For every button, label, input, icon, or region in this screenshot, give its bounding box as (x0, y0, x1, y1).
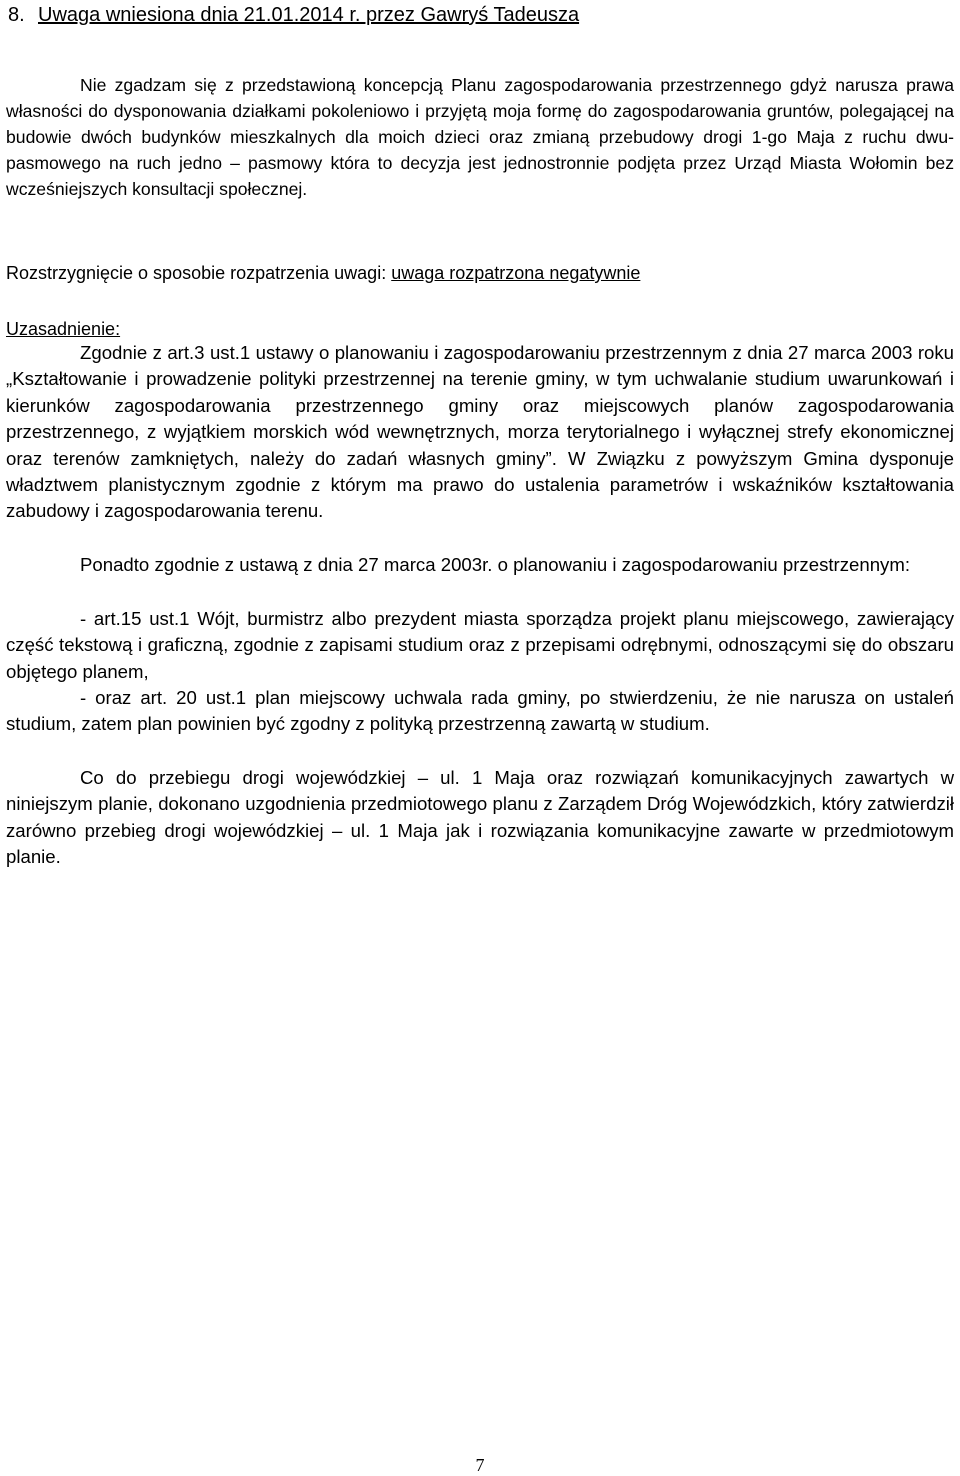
page-number: 7 (475, 1455, 485, 1475)
resolution-line (6, 260, 954, 286)
remark-title: Uwaga wniesiona dnia 21.01.2014 r. przez Gawryś Tadeusza (38, 4, 580, 26)
remark-heading (8, 2, 579, 28)
justification-label: Uzasadnienie: (6, 319, 121, 339)
justification-heading (6, 316, 954, 342)
justification-paragraph-2: Ponadto zgodnie z ustawą z dnia 27 marca 2003r. o planowaniu i zagospodarowaniu przestrzennym: (80, 554, 910, 575)
justification-paragraph-1: Zgodnie z art.3 ust.1 ustawy o planowaniu i zagospodarowaniu przestrzennym z dnia 27 marca 2003 roku „Kształtowanie i prowadzenie polityki przestrzennej na terenie gminy, w tym uchwalanie studium uwarunkowań i kierunków zagospodarowania przestrzennego gminy oraz miejscowych planów zagospodarowania przestrzennego, z wyjątkiem morskich wód wewnętrznych, morza terytorialnego i wyłącznej strefy ekonomicznej oraz terenów zamkniętych, należy do zadań własnych gminy”. W Związku z powyższym Gmina dysponuje władztwem planistycznym zgodnie z którym ma prawo do ustalenia parametrów i wskaźników kształtowania zabudowy i zagospodarowania terenu. (6, 342, 954, 522)
resolution-label: Rozstrzygnięcie o sposobie rozpatrzenia uwagi: (6, 263, 387, 283)
remark-paragraph: Nie zgadzam się z przedstawioną koncepcją Planu zagospodarowania przestrzennego gdyż narusza prawa własności do dysponowania działkami pokoleniowo i przyjętą moja formę do zagospodarowania gruntów, polegającej na budowie dwóch budynków mieszkalnych dla moich dzieci oraz zmianą przebudowy drogi 1-go Maja z ruchu dwu- pasmowego na ruch jedno – pasmowy która to decyzja jest jednostronnie podjęta przez Urząd Miasta Wołomin bez wcześniejszych konsultacji społecznej. (6, 75, 954, 199)
resolution-value: uwaga rozpatrzona negatywnie (391, 263, 641, 283)
remark-number: 8. (8, 4, 25, 26)
list-item: - art.15 ust.1 Wójt, burmistrz albo prezydent miasta sporządza projekt planu miejscowego, zawierający część tekstową i graficzną, zgodnie z zapisami studium oraz z przepisami odrębnymi, odnoszącymi się do obszaru objętego planem, (6, 608, 954, 682)
list-item: - oraz art. 20 ust.1 plan miejscowy uchwala rada gminy, po stwierdzeniu, że nie narusza on ustaleń studium, zatem plan powinien być zgodny z polityką przestrzenną zawartą w studium. (6, 687, 954, 735)
justification-paragraph-3: Co do przebiegu drogi wojewódzkiej – ul. 1 Maja oraz rozwiązań komunikacyjnych zawartych w niniejszym planie, dokonano uzgodnienia przedmiotowego planu z Zarządem Dróg Wojewódzkich, który zatwierdził zarówno przebieg drogi wojewódzkiej – ul. 1 Maja jak i rozwiązania komunikacyjne zawarte w przedmiotowym planie. (6, 767, 954, 868)
